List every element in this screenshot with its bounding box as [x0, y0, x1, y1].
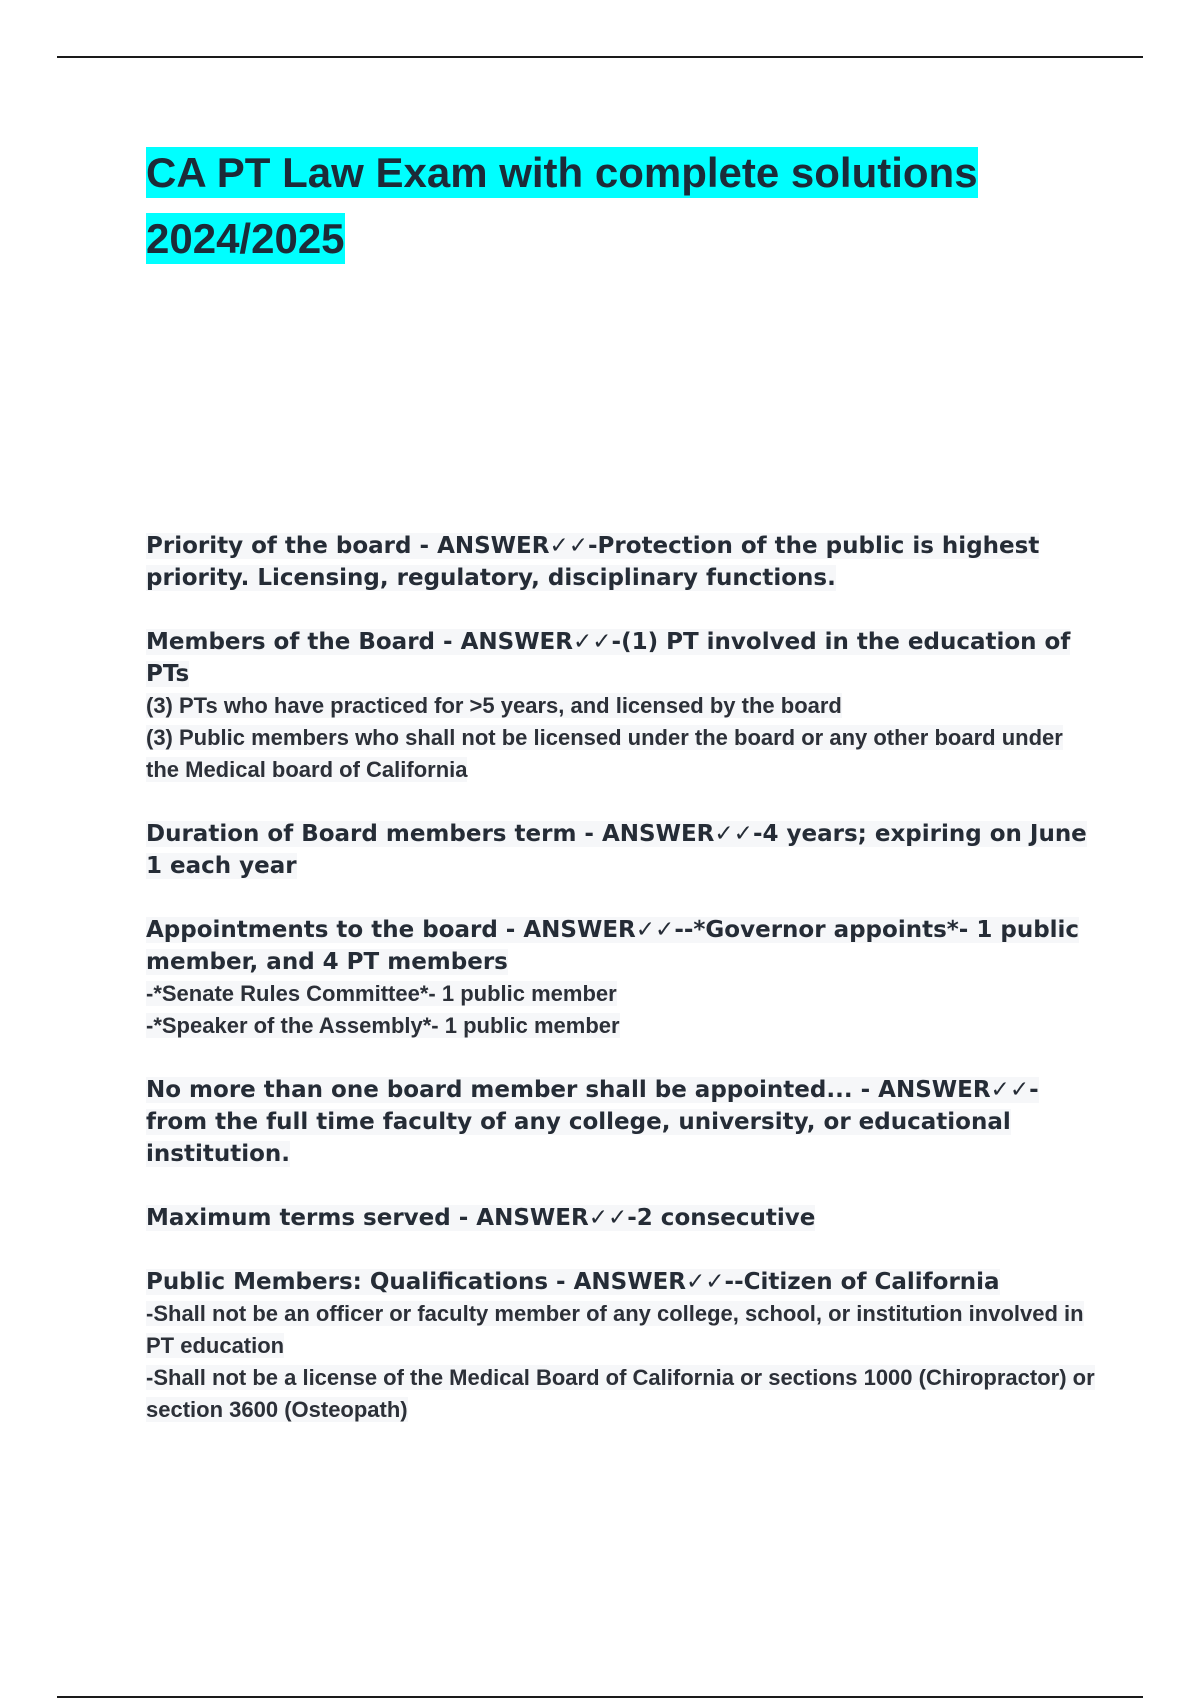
bottom-rule	[57, 1696, 1143, 1698]
qa-question-line: Duration of Board members term - ANSWER✓✓-4 years; expiring on June 1 each year	[146, 821, 1087, 879]
qa-answer: --*Governor appoints*- 1 public member, and 4 PT members	[146, 917, 1080, 975]
qa-question-line: Maximum terms served - ANSWER✓✓-2 consecutive	[146, 1205, 816, 1231]
qa-detail-line	[146, 1010, 1096, 1042]
answer-marker: ANSWER✓✓	[437, 533, 589, 559]
qa-question: Appointments to the board	[146, 917, 498, 943]
qa-question: Priority of the board	[146, 533, 412, 559]
qa-list	[146, 530, 1096, 1458]
qa-answer: -from the full time faculty of any college, university, or educational institution.	[146, 1077, 1039, 1167]
qa-answer: -4 years; expiring on June 1 each year	[146, 821, 1087, 879]
qa-question: Duration of Board members term	[146, 821, 577, 847]
qa-detail-line	[146, 978, 1096, 1010]
qa-item	[146, 1266, 1096, 1426]
qa-answer: -2 consecutive	[627, 1205, 816, 1231]
qa-item	[146, 1202, 1096, 1234]
answer-marker: ANSWER✓✓	[523, 917, 675, 943]
answer-marker: ANSWER✓✓	[878, 1077, 1030, 1103]
title-line-2: 2024/2025	[146, 215, 345, 262]
qa-question-line: No more than one board member shall be appointed... - ANSWER✓✓-from the full time faculty of any college, university, or educational institution.	[146, 1077, 1039, 1167]
qa-detail: (3) Public members who shall not be licensed under the board or any other board under the Medical board of California	[146, 725, 1063, 782]
qa-question-line: Priority of the board - ANSWER✓✓-Protection of the public is highest priority. Licensing, regulatory, disciplinary functions.	[146, 533, 1040, 591]
top-rule	[57, 56, 1143, 58]
qa-item	[146, 530, 1096, 594]
qa-detail: (3) PTs who have practiced for >5 years, and licensed by the board	[146, 693, 842, 718]
qa-detail: -*Senate Rules Committee*- 1 public member	[146, 981, 617, 1006]
qa-question-line: Members of the Board - ANSWER✓✓-(1) PT involved in the education of PTs	[146, 629, 1071, 687]
qa-question: No more than one board member shall be appointed...	[146, 1077, 853, 1103]
answer-marker: ANSWER✓✓	[476, 1205, 628, 1231]
qa-detail-line	[146, 690, 1096, 722]
qa-item	[146, 914, 1096, 1042]
document-title	[146, 140, 1126, 272]
answer-marker: ANSWER✓✓	[601, 821, 753, 847]
qa-answer: --Citizen of California	[724, 1269, 1000, 1295]
qa-detail-line	[146, 1362, 1096, 1426]
qa-detail: -*Speaker of the Assembly*- 1 public member	[146, 1013, 620, 1038]
qa-question-line: Appointments to the board - ANSWER✓✓--*Governor appoints*- 1 public member, and 4 PT members	[146, 917, 1080, 975]
qa-detail-line	[146, 722, 1096, 786]
qa-question-line: Public Members: Qualifications - ANSWER✓✓--Citizen of California	[146, 1269, 1000, 1295]
qa-answer: -(1) PT involved in the education of PTs	[146, 629, 1071, 687]
qa-item	[146, 626, 1096, 786]
qa-question: Members of the Board	[146, 629, 436, 655]
qa-item	[146, 818, 1096, 882]
qa-question: Maximum terms served	[146, 1205, 451, 1231]
title-line-1: CA PT Law Exam with complete solutions	[146, 149, 978, 196]
qa-answer: -Protection of the public is highest priority. Licensing, regulatory, disciplinary functions.	[146, 533, 1040, 591]
answer-marker: ANSWER✓✓	[460, 629, 612, 655]
qa-item	[146, 1074, 1096, 1170]
answer-marker: ANSWER✓✓	[573, 1269, 725, 1295]
qa-detail-line	[146, 1298, 1096, 1362]
qa-question: Public Members: Qualifications	[146, 1269, 549, 1295]
qa-detail: -Shall not be a license of the Medical Board of California or sections 1000 (Chiropractor) or section 3600 (Osteopath)	[146, 1365, 1095, 1422]
qa-detail: -Shall not be an officer or faculty member of any college, school, or institution involved in PT education	[146, 1301, 1084, 1358]
